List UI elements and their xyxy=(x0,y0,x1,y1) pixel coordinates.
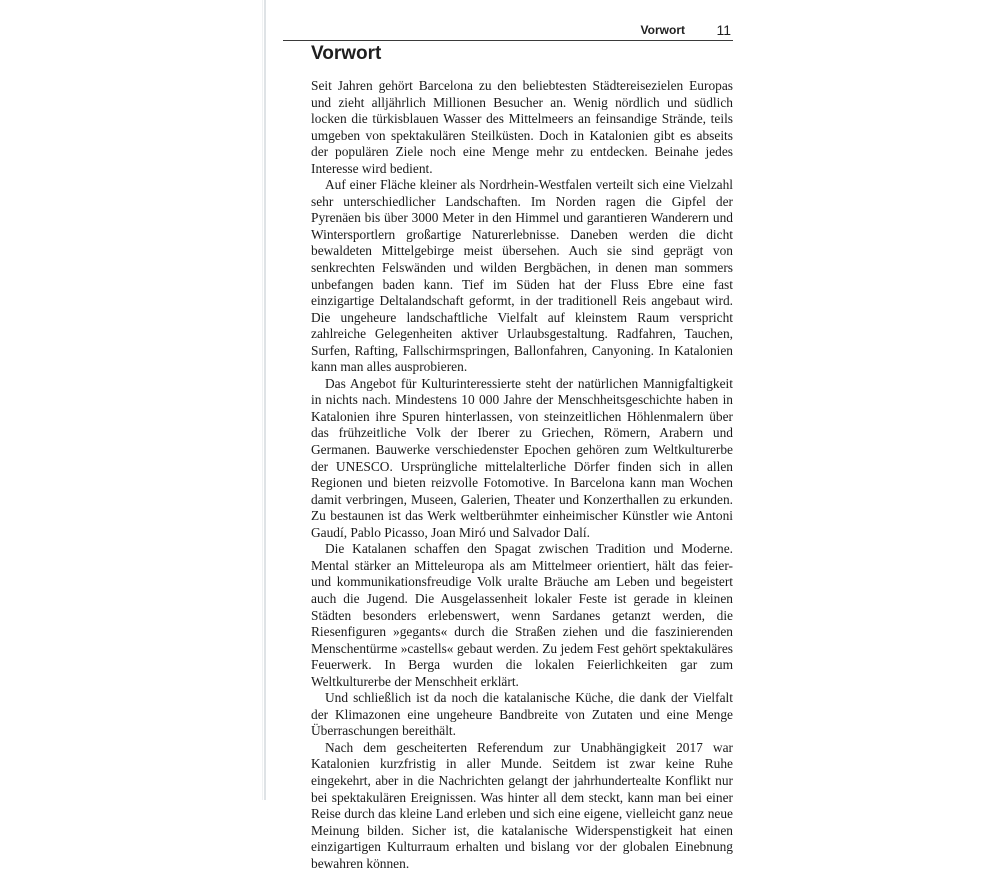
paragraph-landscapes: Auf einer Fläche kleiner als Nordrhein-Westfalen verteilt sich eine Vielzahl sehr unterschiedlicher Landschaften. Im Norden ragen die Gipfel der Pyrenäen bis über 3000 Meter in den Himmel und garantieren Wanderern und Wintersportlern großartige Naturerlebnisse. Daneben werden die dicht bewaldeten Mittelgebirge meist übersehen. Auch sie sind geprägt von senkrechten Felswänden und wilden Bergbächen, in denen man sommers unbefangen baden kann. Tief im Süden hat der Fluss Ebre eine fast einzigartige Deltalandschaft geformt, in der traditionell Reis angebaut wird. Die ungeheure landschaftliche Vielfalt auf kleinstem Raum verspricht zahlreiche Gelegenheiten aktiver Urlaubsgestaltung. Radfahren, Tauchen, Surfen, Rafting, Fallschirmspringen, Ballonfahren, Canyoning. In Katalonien kann man alles ausprobieren. xyxy=(311,177,733,375)
chapter-title: Vorwort xyxy=(311,43,382,64)
paragraph-culture: Das Angebot für Kulturinteressierte steht der natürlichen Mannigfaltigkeit in nichts nach. Mindestens 10 000 Jahre der Menschheitsgeschichte haben in Katalonien ihre Spuren hinterlassen, von steinzeitlichen Höhlenmalern über das frühzeitliche Volk der Iberer zu Griechen, Römern, Arabern und Germanen. Bauwerke verschiedenster Epochen gehören zum Weltkulturerbe der UNESCO. Ursprüngliche mittelalterliche Dörfer finden sich in allen Regionen und bieten reizvolle Fotomotive. In Barcelona kann man Wochen damit verbringen, Museen, Galerien, Theater und Konzerthallen zu erkunden. Zu bestaunen ist das Werk weltberühmter einheimischer Künstler wie Antoni Gaudí, Pablo Picasso, Joan Miró und Salvador Dalí. xyxy=(311,375,733,540)
page-number: 11 xyxy=(716,22,731,38)
paragraph-intro: Seit Jahren gehört Barcelona zu den beliebtesten Städtereisezielen Europas und zieht alljährlich Millionen Besucher an. Wenig nördlich und südlich locken die türkisblauen Wasser des Mittelmeers an feinsandige Strände, teils umgeben von spektakulären Steilküsten. Doch in Katalonien gibt es abseits der populären Ziele noch eine Menge mehr zu entdecken. Beinahe jedes Interesse wird bedient. xyxy=(311,78,733,176)
header-section-title: Vorwort xyxy=(640,23,685,37)
header-rule xyxy=(283,40,733,41)
paragraph-tradition: Die Katalanen schaffen den Spagat zwischen Tradition und Moderne. Mental stärker an Mitteleuropa als am Mittelmeer orientiert, hält das feier- und kommunikationsfreudige Volk uralte Bräuche am Leben und begeistert auch die Jugend. Die Ausgelassenheit lokaler Feste ist gerade in kleinen Städten besonders erlebenswert, wenn Sardanes getanzt werden, die Riesenfiguren »gegants« durch die Straßen ziehen und die faszinierenden Menschentürme »castells« gebaut werden. Zu jedem Fest gehört spektakuläres Feuerwerk. In Berga wurden die lokalen Feierlichkeiten gar zum Weltkulturerbe der Menschheit erklärt. xyxy=(311,541,733,689)
paragraph-independence: Nach dem gescheiterten Referendum zur Unabhängigkeit 2017 war Katalonien kurzfristig in aller Munde. Seitdem ist zwar keine Ruhe eingekehrt, aber in die Nachrichten gelangt der jahrhundertealte Konflikt nur bei spektakulären Ereignissen. Was hinter all dem steckt, kann man bei einer Reise durch das kleine Land erleben und sich eine eigene, vielleicht ganz neue Meinung bilden. Sicher ist, die katalanische Widerspenstigkeit hat einen einzigartigen Kulturraum erhalten und bislang vor der globalen Einebnung bewahren können. xyxy=(311,739,733,871)
page-edge-shadow xyxy=(262,0,263,800)
paragraph-cuisine: Und schließlich ist da noch die katalanische Küche, die dank der Vielfalt der Klimazonen eine ungeheure Bandbreite von Zutaten und eine Menge Überraschungen bereithält. xyxy=(311,690,733,739)
body-text xyxy=(311,78,733,872)
running-header xyxy=(283,22,733,42)
page-edge xyxy=(264,0,266,800)
